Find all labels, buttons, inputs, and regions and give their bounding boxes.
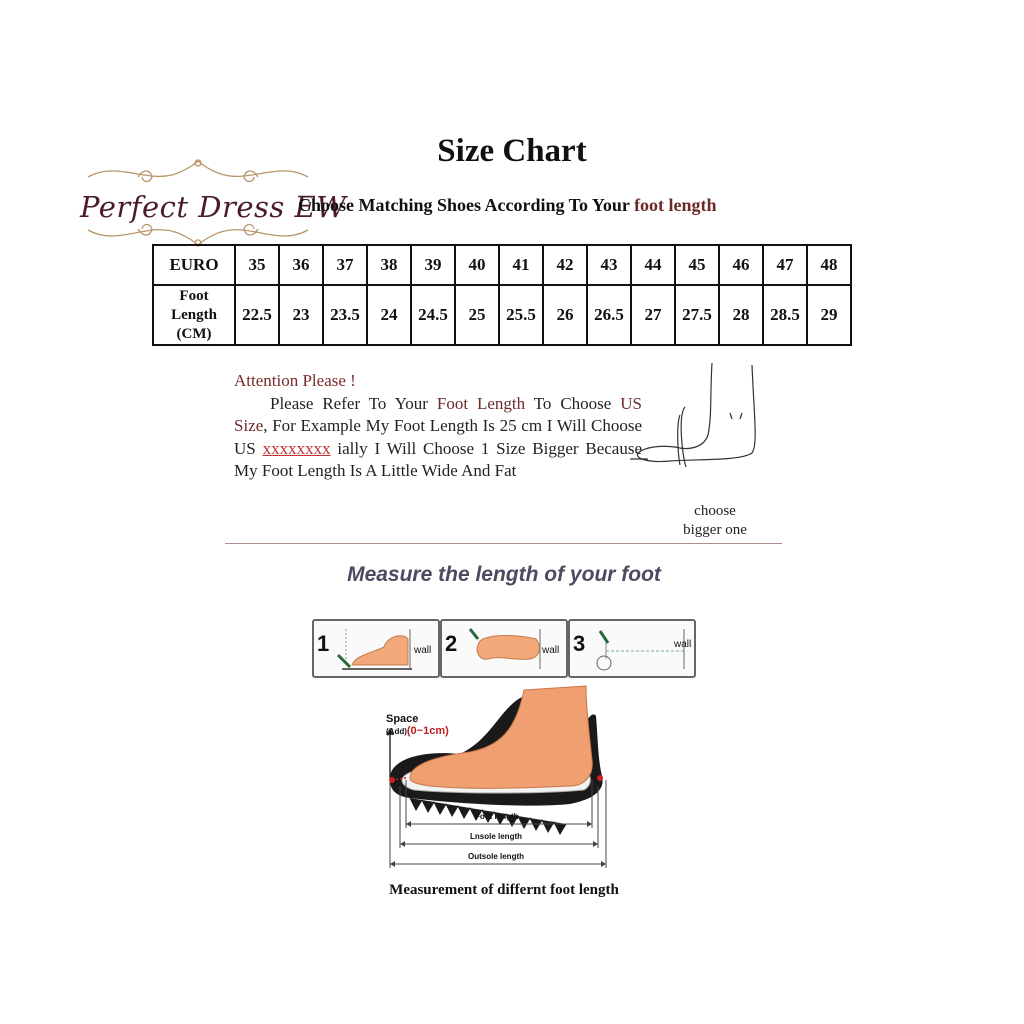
space-label: [386, 713, 449, 738]
euro-cell: 47: [763, 245, 807, 285]
foot-length-cell: 23.5: [323, 285, 367, 345]
choose-note-line: choose: [694, 503, 736, 519]
euro-cell: 39: [411, 245, 455, 285]
step-number: 1: [317, 631, 330, 656]
outsole-length-label: Outsole length: [468, 852, 524, 861]
foot-length-cell: 28.5: [763, 285, 807, 345]
foot-length-cell: 27: [631, 285, 675, 345]
foot-length-cell: 25: [455, 285, 499, 345]
choose-bigger-note: [670, 502, 760, 540]
foot-length-cell: 24: [367, 285, 411, 345]
attention-text: ially I Will Choose 1 Size Bigger Because My Foot Length Is A Little Wide And Fat: [234, 438, 643, 480]
foot-length-header-line: Length: [171, 306, 217, 323]
attention-text: Please Refer To Your: [270, 393, 437, 413]
measure-step-1: [312, 619, 440, 678]
divider: [225, 543, 782, 544]
euro-cell: 36: [279, 245, 323, 285]
subtitle: [298, 195, 717, 216]
space-add: (Add): [386, 727, 407, 736]
wall-label: wall: [542, 645, 560, 656]
euro-row: [153, 245, 851, 285]
euro-cell: 43: [587, 245, 631, 285]
shoe-measurement-diagram: [380, 680, 630, 870]
attention-redacted: xxxxxxxx: [262, 438, 331, 458]
diagram-caption: Measurement of differnt foot length: [389, 882, 619, 898]
wall-label: wall: [674, 639, 692, 650]
wall-label: wall: [414, 645, 432, 656]
measure-step-3: [568, 619, 696, 678]
foot-length-header-line: Foot: [179, 287, 209, 304]
foot-length-cell: 28: [719, 285, 763, 345]
watermark-logo-text: Perfect Dress EW: [80, 190, 347, 224]
step-number: 2: [445, 631, 458, 656]
attention-highlight: US Size: [234, 393, 642, 435]
foot-length-header-line: (CM): [176, 325, 212, 342]
attention-highlight: Foot Length: [436, 393, 526, 413]
foot-length-cell: 26: [543, 285, 587, 345]
foot-length-cell: 24.5: [411, 285, 455, 345]
attention-note: [234, 370, 642, 483]
foot-length-header: [153, 285, 235, 345]
choose-note-line: bigger one: [683, 522, 747, 538]
attention-heading: Attention Please !: [234, 371, 356, 390]
measure-step-2: [440, 619, 568, 678]
foot-length-cell: 26.5: [587, 285, 631, 345]
foot-sketch-image: [630, 355, 760, 495]
size-table: [152, 244, 852, 346]
attention-text: To Choose: [525, 393, 621, 413]
euro-cell: 42: [543, 245, 587, 285]
euro-header: EURO: [153, 245, 235, 285]
foot-length-cell: 25.5: [499, 285, 543, 345]
space-title: Space: [386, 713, 419, 725]
attention-text: , For Example My Foot Length Is 25 cm I Will Choose US: [234, 416, 642, 458]
euro-cell: 35: [235, 245, 279, 285]
euro-cell: 38: [367, 245, 411, 285]
page-title: Size Chart: [437, 133, 587, 169]
euro-cell: 37: [323, 245, 367, 285]
step-number: 3: [573, 631, 586, 656]
euro-cell: 40: [455, 245, 499, 285]
foot-length-cell: 22.5: [235, 285, 279, 345]
foot-length-cell: 29: [807, 285, 851, 345]
foot-length-label: Foot length: [475, 812, 519, 821]
subtitle-highlight: foot length: [634, 195, 717, 215]
subtitle-prefix: Choose Matching Shoes According To Your: [298, 195, 635, 215]
euro-cell: 46: [719, 245, 763, 285]
euro-cell: 44: [631, 245, 675, 285]
insole-length-label: Lnsole length: [470, 832, 522, 841]
space-range: (0~1cm): [406, 725, 449, 737]
attention-body: [234, 393, 642, 483]
measure-title: Measure the length of your foot: [347, 563, 661, 586]
foot-length-cell: 27.5: [675, 285, 719, 345]
foot-length-cell: 23: [279, 285, 323, 345]
foot-length-row: [153, 285, 851, 345]
euro-cell: 48: [807, 245, 851, 285]
euro-cell: 45: [675, 245, 719, 285]
euro-cell: 41: [499, 245, 543, 285]
